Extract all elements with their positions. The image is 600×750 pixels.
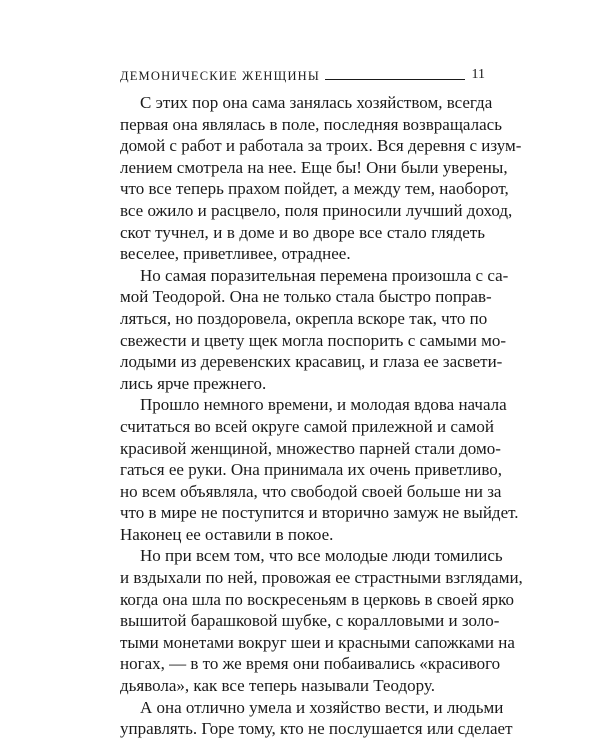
text-line: гаться ее руки. Она принимала их очень приветливо, <box>120 460 503 480</box>
text-line: тыми монетами вокруг шеи и красными сапожками на <box>120 632 515 652</box>
running-head <box>120 62 485 82</box>
text-line: лись ярче прежнего. <box>120 373 267 393</box>
text-line: что все теперь прахом пойдет, а между тем, наоборот, <box>120 179 509 199</box>
text-line: управлять. Горе тому, кто не послушается или сделает <box>120 719 513 739</box>
paragraph <box>120 697 513 740</box>
text-line: все ожило и расцвело, поля приносили лучший доход, <box>120 200 513 220</box>
text-line: но всем объявляла, что свободой своей больше ни за <box>120 481 502 501</box>
text-line: и вздыхали по ней, провожая ее страстными взглядами, <box>120 568 523 588</box>
paragraph <box>120 265 509 395</box>
text-line: считаться во всей округе самой прилежной и самой <box>120 416 495 436</box>
text-line: лением смотрела на нее. Еще бы! Они были уверены, <box>120 157 508 177</box>
text-line: Прошло немного времени, и молодая вдова начала <box>140 395 507 415</box>
running-head-rule <box>325 79 465 80</box>
text-line: дьявола», как все теперь называли Теодору. <box>120 676 435 696</box>
text-line: вышитой барашковой шубке, с коралловыми и золо- <box>120 611 500 631</box>
text-line: домой с работ и работала за троих. Вся деревня с изум- <box>120 136 522 156</box>
text-line: веселее, приветливее, отраднее. <box>120 244 351 264</box>
paragraph <box>120 92 522 265</box>
text-line: ногах, — в то же время они побаивались «красивого <box>120 654 501 674</box>
body-text <box>120 92 523 740</box>
text-line: свежести и цвету щек могла поспорить с самыми мо- <box>120 330 506 350</box>
text-line: что в мире не поступится и вторично замуж не выйдет. <box>120 503 519 523</box>
page-number: 11 <box>471 67 485 82</box>
text-line: С этих пор она сама занялась хозяйством, всегда <box>140 93 493 112</box>
text-line: Но при всем том, что все молодые люди томились <box>140 546 503 566</box>
text-line: А она отлично умела и хозяйство вести, и людьми <box>140 697 504 717</box>
text-line: когда она шла по воскресеньям в церковь в своей ярко <box>120 589 515 609</box>
text-line: Но самая поразительная перемена произошла с са- <box>140 265 509 285</box>
text-line: первая она являлась в поле, последняя возвращалась <box>120 114 502 134</box>
text-line: Наконец ее оставили в покое. <box>120 524 334 544</box>
text-line: лодыми из деревенских красавиц, и глаза ее засвети- <box>120 352 503 372</box>
text-line: скот тучнел, и в доме и во дворе все стало глядеть <box>120 222 485 242</box>
paragraph <box>120 545 523 696</box>
text-line: красивой женщиной, множество парней стали домо- <box>120 438 501 458</box>
text-line: мой Теодорой. Она не только стала быстро поправ- <box>120 287 492 307</box>
running-head-title: ДЕМОНИЧЕСКИЕ ЖЕНЩИНЫ <box>120 68 321 83</box>
paragraph <box>120 394 519 545</box>
text-line: ляться, но поздоровела, окрепла вскоре так, что по <box>120 308 488 328</box>
